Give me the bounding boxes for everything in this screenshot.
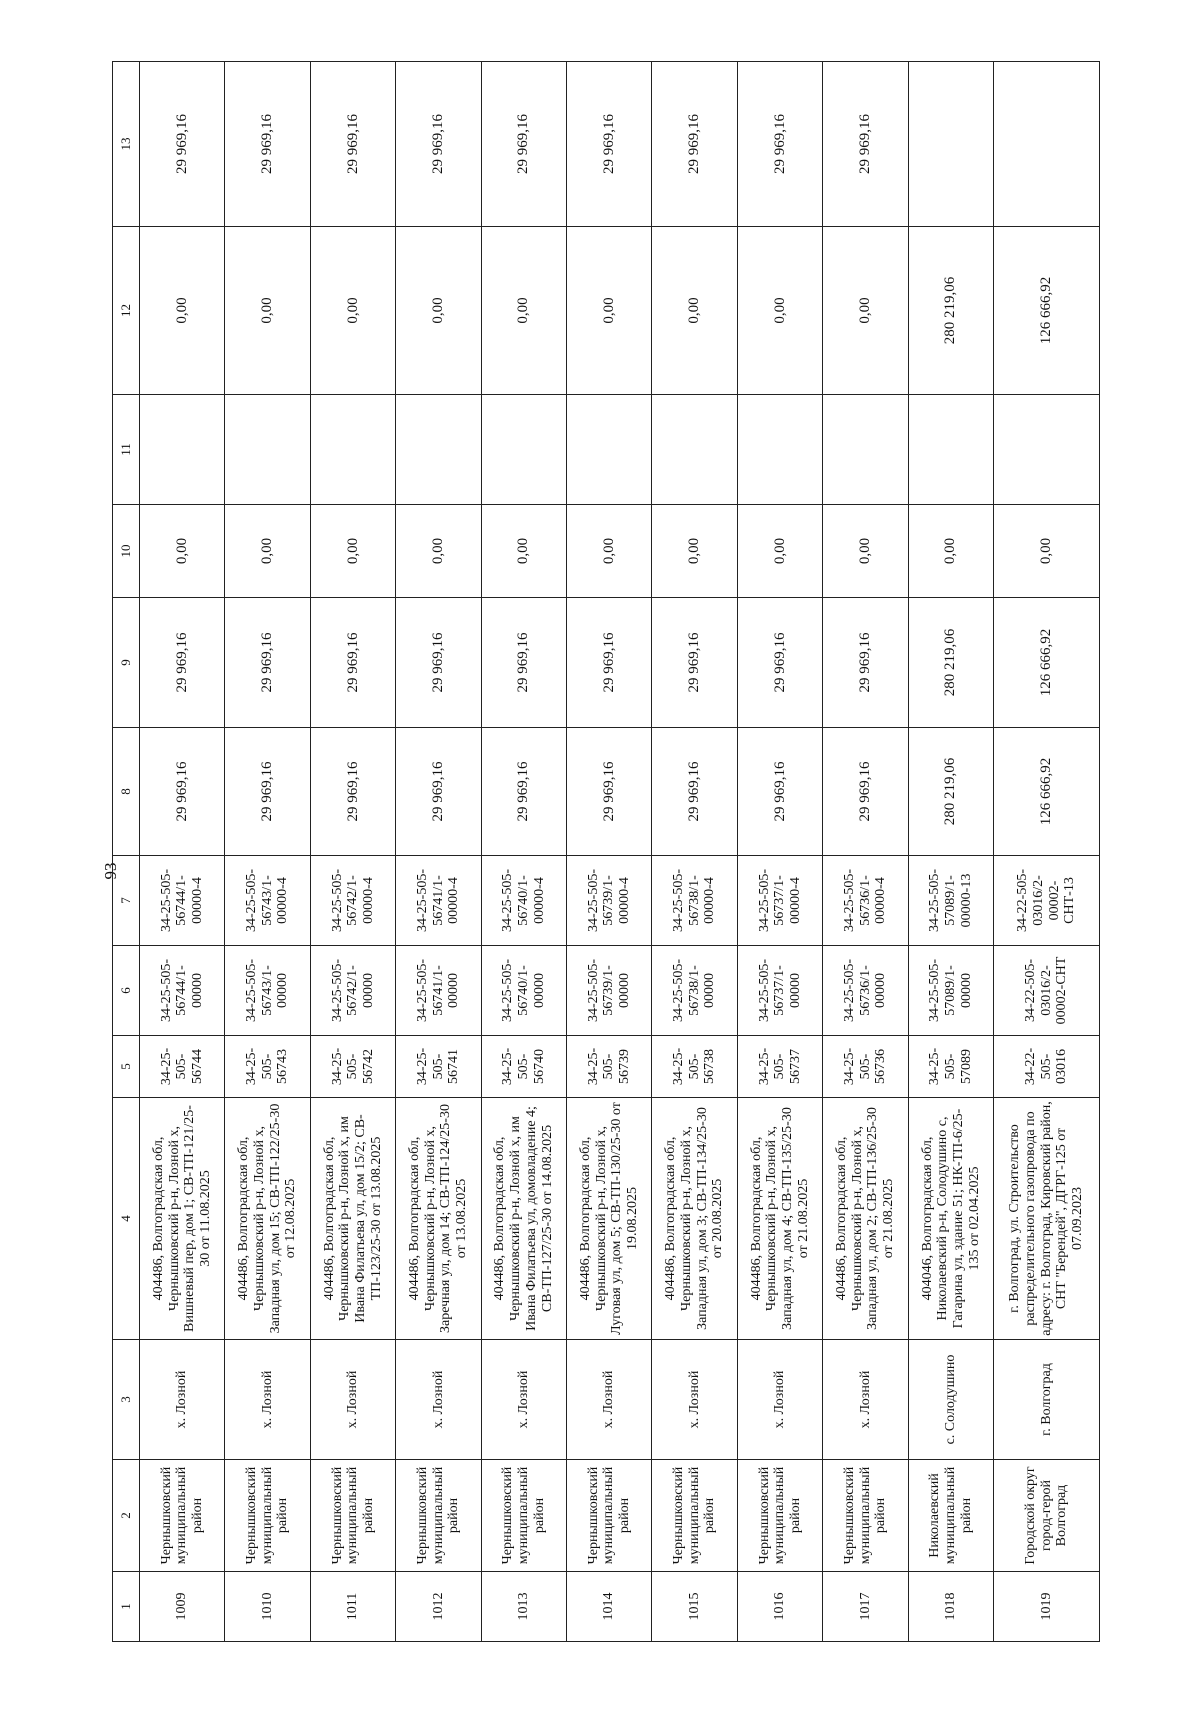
cadastral-code-cell: 34-25-505-57089 bbox=[908, 1036, 993, 1098]
empty-cell-cell bbox=[225, 395, 310, 505]
amount-zero-cell: 0,00 bbox=[225, 505, 310, 598]
cadastral-code-cell: 34-25-505-56737 bbox=[737, 1036, 822, 1098]
object-code-full-cell: 34-25-505-56742/1-00000-4 bbox=[310, 856, 395, 946]
row-number-cell: 1012 bbox=[396, 1572, 481, 1642]
amount-cell: 29 969,16 bbox=[737, 728, 822, 856]
empty-cell-cell bbox=[994, 395, 1100, 505]
row-number-cell: 1016 bbox=[737, 1572, 822, 1642]
amount-col13-cell: 29 969,16 bbox=[823, 62, 908, 227]
object-code-cell: 34-25-505-56738/1-00000 bbox=[652, 946, 737, 1036]
column-header: 3 bbox=[113, 1340, 140, 1460]
amount-col12-cell: 0,00 bbox=[823, 227, 908, 395]
amount-zero-cell: 0,00 bbox=[823, 505, 908, 598]
object-code-full-cell: 34-25-505-56743/1-00000-4 bbox=[225, 856, 310, 946]
table-row bbox=[994, 62, 1100, 1642]
object-code-cell: 34-25-505-56739/1-00000 bbox=[567, 946, 652, 1036]
district-cell: Городской округ город-герой Волгоград bbox=[994, 1460, 1100, 1572]
object-code-full-cell: 34-25-505-56744/1-00000-4 bbox=[140, 856, 225, 946]
object-code-cell: 34-25-505-56743/1-00000 bbox=[225, 946, 310, 1036]
object-code-cell: 34-25-505-56740/1-00000 bbox=[481, 946, 566, 1036]
amount-col13-cell: 29 969,16 bbox=[567, 62, 652, 227]
cadastral-code-cell: 34-25-505-56743 bbox=[225, 1036, 310, 1098]
amount-paid-cell: 280 219,06 bbox=[908, 598, 993, 728]
table-row bbox=[310, 62, 395, 1642]
object-code-full-cell: 34-25-505-56739/1-00000-4 bbox=[567, 856, 652, 946]
address-contract-cell: 404486, Волгоградская обл, Чернышковский р-н, Лозной х, Западная ул, дом 3; СВ-ТП-134/25-30 от 20.08.2025 bbox=[652, 1098, 737, 1340]
row-number-cell: 1009 bbox=[140, 1572, 225, 1642]
empty-cell-cell bbox=[908, 395, 993, 505]
amount-paid-cell: 29 969,16 bbox=[567, 598, 652, 728]
amount-zero-cell: 0,00 bbox=[994, 505, 1100, 598]
empty-cell-cell bbox=[310, 395, 395, 505]
district-cell: Чернышковский муниципальный район bbox=[225, 1460, 310, 1572]
amount-col12-cell: 0,00 bbox=[481, 227, 566, 395]
row-number-cell: 1013 bbox=[481, 1572, 566, 1642]
empty-cell-cell bbox=[481, 395, 566, 505]
amount-paid-cell: 29 969,16 bbox=[140, 598, 225, 728]
column-header: 9 bbox=[113, 598, 140, 728]
district-cell: Николаевский муниципальный район bbox=[908, 1460, 993, 1572]
column-header: 6 bbox=[113, 946, 140, 1036]
amount-col13-cell: 29 969,16 bbox=[225, 62, 310, 227]
cadastral-code-cell: 34-25-505-56738 bbox=[652, 1036, 737, 1098]
column-header: 2 bbox=[113, 1460, 140, 1572]
rotated-table-container bbox=[112, 62, 1100, 1642]
empty-cell-cell bbox=[823, 395, 908, 505]
page-number: 93 bbox=[101, 862, 120, 880]
cadastral-code-cell: 34-25-505-56740 bbox=[481, 1036, 566, 1098]
object-code-full-cell: 34-22-505-03016/2-00002-СНТ-13 bbox=[994, 856, 1100, 946]
column-header: 13 bbox=[113, 62, 140, 227]
address-contract-cell: 404046, Волгоградская обл, Николаевский р-н, Солодушино с, Гагарина ул, здание 51; НК-ТП-6/25-135 от 02.04.2025 bbox=[908, 1098, 993, 1340]
object-code-cell: 34-25-505-57089/1-00000 bbox=[908, 946, 993, 1036]
table-row bbox=[737, 62, 822, 1642]
settlement-cell: х. Лозной bbox=[567, 1340, 652, 1460]
table-row bbox=[140, 62, 225, 1642]
table-row bbox=[225, 62, 310, 1642]
column-header: 8 bbox=[113, 728, 140, 856]
column-header: 7 bbox=[113, 856, 140, 946]
amount-col12-cell: 0,00 bbox=[225, 227, 310, 395]
district-cell: Чернышковский муниципальный район bbox=[481, 1460, 566, 1572]
settlement-cell: х. Лозной bbox=[396, 1340, 481, 1460]
amount-paid-cell: 29 969,16 bbox=[225, 598, 310, 728]
amount-cell: 29 969,16 bbox=[652, 728, 737, 856]
district-cell: Чернышковский муниципальный район bbox=[310, 1460, 395, 1572]
amount-cell: 29 969,16 bbox=[396, 728, 481, 856]
amount-col12-cell: 280 219,06 bbox=[908, 227, 993, 395]
amount-col12-cell: 0,00 bbox=[140, 227, 225, 395]
amount-zero-cell: 0,00 bbox=[652, 505, 737, 598]
amount-col12-cell: 0,00 bbox=[737, 227, 822, 395]
amount-cell: 29 969,16 bbox=[567, 728, 652, 856]
amount-cell: 126 666,92 bbox=[994, 728, 1100, 856]
district-cell: Чернышковский муниципальный район bbox=[737, 1460, 822, 1572]
amount-paid-cell: 29 969,16 bbox=[737, 598, 822, 728]
settlement-cell: х. Лозной bbox=[737, 1340, 822, 1460]
cadastral-code-cell: 34-25-505-56744 bbox=[140, 1036, 225, 1098]
row-number-cell: 1017 bbox=[823, 1572, 908, 1642]
row-number-cell: 1018 bbox=[908, 1572, 993, 1642]
column-header: 5 bbox=[113, 1036, 140, 1098]
settlement-cell: х. Лозной bbox=[310, 1340, 395, 1460]
amount-zero-cell: 0,00 bbox=[481, 505, 566, 598]
settlement-cell: х. Лозной bbox=[481, 1340, 566, 1460]
object-code-full-cell: 34-25-505-56740/1-00000-4 bbox=[481, 856, 566, 946]
amount-zero-cell: 0,00 bbox=[310, 505, 395, 598]
amount-zero-cell: 0,00 bbox=[737, 505, 822, 598]
row-number-cell: 1011 bbox=[310, 1572, 395, 1642]
address-contract-cell: 404486, Волгоградская обл, Чернышковский р-н, Лозной х, Западная ул, дом 15; СВ-ТП-122/25-30 от 12.08.2025 bbox=[225, 1098, 310, 1340]
amount-col12-cell: 126 666,92 bbox=[994, 227, 1100, 395]
amount-zero-cell: 0,00 bbox=[396, 505, 481, 598]
amount-col13-cell: 29 969,16 bbox=[481, 62, 566, 227]
address-contract-cell: 404486, Волгоградская обл, Чернышковский р-н, Лозной х, Западная ул, дом 4; СВ-ТП-135/25-30 от 21.08.2025 bbox=[737, 1098, 822, 1340]
amount-col13-cell: 29 969,16 bbox=[396, 62, 481, 227]
column-header: 10 bbox=[113, 505, 140, 598]
amount-paid-cell: 29 969,16 bbox=[481, 598, 566, 728]
object-code-cell: 34-25-505-56736/1-00000 bbox=[823, 946, 908, 1036]
amount-col12-cell: 0,00 bbox=[567, 227, 652, 395]
amount-col12-cell: 0,00 bbox=[396, 227, 481, 395]
district-cell: Чернышковский муниципальный район bbox=[396, 1460, 481, 1572]
cadastral-code-cell: 34-25-505-56742 bbox=[310, 1036, 395, 1098]
amount-col13-cell: 29 969,16 bbox=[737, 62, 822, 227]
object-code-cell: 34-22-505-03016/2-00002-СНТ bbox=[994, 946, 1100, 1036]
amount-paid-cell: 29 969,16 bbox=[823, 598, 908, 728]
cadastral-code-cell: 34-25-505-56741 bbox=[396, 1036, 481, 1098]
cadastral-code-cell: 34-22-505-03016 bbox=[994, 1036, 1100, 1098]
address-contract-cell: г. Волгоград, ул. Строительство распределительного газопровода по адресу: г. Волгоград, Кировский район, СНТ "Берендей", ДГРГ-125 от 07.09.2023 bbox=[994, 1098, 1100, 1340]
empty-cell-cell bbox=[737, 395, 822, 505]
column-header: 12 bbox=[113, 227, 140, 395]
settlement-cell: х. Лозной bbox=[225, 1340, 310, 1460]
amount-zero-cell: 0,00 bbox=[908, 505, 993, 598]
amount-col13-cell: 29 969,16 bbox=[140, 62, 225, 227]
amount-col12-cell: 0,00 bbox=[310, 227, 395, 395]
district-cell: Чернышковский муниципальный район bbox=[823, 1460, 908, 1572]
amount-zero-cell: 0,00 bbox=[567, 505, 652, 598]
address-contract-cell: 404486, Волгоградская обл, Чернышковский р-н, Лозной х, Заречная ул, дом 14; СВ-ТП-124/25-30 от 13.08.2025 bbox=[396, 1098, 481, 1340]
amount-col12-cell: 0,00 bbox=[652, 227, 737, 395]
address-contract-cell: 404486, Волгоградская обл, Чернышковский р-н, Лозной х, им Ивана Филатьева ул, домовладение 4; СВ-ТП-127/25-30 от 14.08.2025 bbox=[481, 1098, 566, 1340]
column-header: 11 bbox=[113, 395, 140, 505]
address-contract-cell: 404486, Волгоградская обл, Чернышковский р-н, Лозной х, Вишневый пер, дом 1; СВ-ТП-121/25-30 от 11.08.2025 bbox=[140, 1098, 225, 1340]
amount-paid-cell: 29 969,16 bbox=[310, 598, 395, 728]
amount-col13-cell: 29 969,16 bbox=[310, 62, 395, 227]
table-row bbox=[396, 62, 481, 1642]
amount-col13-cell: 29 969,16 bbox=[652, 62, 737, 227]
district-cell: Чернышковский муниципальный район bbox=[567, 1460, 652, 1572]
table-row bbox=[652, 62, 737, 1642]
object-code-full-cell: 34-25-505-56737/1-00000-4 bbox=[737, 856, 822, 946]
column-header: 4 bbox=[113, 1098, 140, 1340]
amount-cell: 29 969,16 bbox=[823, 728, 908, 856]
amount-paid-cell: 29 969,16 bbox=[396, 598, 481, 728]
amount-zero-cell: 0,00 bbox=[140, 505, 225, 598]
data-table bbox=[112, 61, 1100, 1642]
address-contract-cell: 404486, Волгоградская обл, Чернышковский р-н, Лозной х, Западная ул, дом 2; СВ-ТП-136/25-30 от 21.08.2025 bbox=[823, 1098, 908, 1340]
district-cell: Чернышковский муниципальный район bbox=[652, 1460, 737, 1572]
settlement-cell: г. Волгоград bbox=[994, 1340, 1100, 1460]
address-contract-cell: 404486, Волгоградская обл, Чернышковский р-н, Лозной х, им Ивана Филатьева ул, дом 15/2; СВ-ТП-123/25-30 от 13.08.2025 bbox=[310, 1098, 395, 1340]
object-code-full-cell: 34-25-505-57089/1-00000-13 bbox=[908, 856, 993, 946]
object-code-cell: 34-25-505-56742/1-00000 bbox=[310, 946, 395, 1036]
amount-paid-cell: 29 969,16 bbox=[652, 598, 737, 728]
table-row bbox=[908, 62, 993, 1642]
empty-cell-cell bbox=[140, 395, 225, 505]
object-code-full-cell: 34-25-505-56741/1-00000-4 bbox=[396, 856, 481, 946]
object-code-full-cell: 34-25-505-56736/1-00000-4 bbox=[823, 856, 908, 946]
settlement-cell: х. Лозной bbox=[652, 1340, 737, 1460]
amount-col13-cell bbox=[908, 62, 993, 227]
table-row bbox=[481, 62, 566, 1642]
object-code-full-cell: 34-25-505-56738/1-00000-4 bbox=[652, 856, 737, 946]
amount-col13-cell bbox=[994, 62, 1100, 227]
table-row bbox=[823, 62, 908, 1642]
settlement-cell: х. Лозной bbox=[140, 1340, 225, 1460]
table-header-row bbox=[113, 62, 140, 1642]
amount-cell: 29 969,16 bbox=[140, 728, 225, 856]
amount-cell: 29 969,16 bbox=[310, 728, 395, 856]
cadastral-code-cell: 34-25-505-56739 bbox=[567, 1036, 652, 1098]
row-number-cell: 1019 bbox=[994, 1572, 1100, 1642]
table-row bbox=[567, 62, 652, 1642]
amount-cell: 29 969,16 bbox=[225, 728, 310, 856]
settlement-cell: х. Лозной bbox=[823, 1340, 908, 1460]
district-cell: Чернышковский муниципальный район bbox=[140, 1460, 225, 1572]
row-number-cell: 1014 bbox=[567, 1572, 652, 1642]
cadastral-code-cell: 34-25-505-56736 bbox=[823, 1036, 908, 1098]
empty-cell-cell bbox=[652, 395, 737, 505]
address-contract-cell: 404486, Волгоградская обл, Чернышковский р-н, Лозной х, Луговая ул, дом 5; СВ-ТП-130/25-30 от 19.08.2025 bbox=[567, 1098, 652, 1340]
object-code-cell: 34-25-505-56737/1-00000 bbox=[737, 946, 822, 1036]
settlement-cell: с. Солодушино bbox=[908, 1340, 993, 1460]
row-number-cell: 1015 bbox=[652, 1572, 737, 1642]
amount-cell: 280 219,06 bbox=[908, 728, 993, 856]
column-header: 1 bbox=[113, 1572, 140, 1642]
object-code-cell: 34-25-505-56744/1-00000 bbox=[140, 946, 225, 1036]
object-code-cell: 34-25-505-56741/1-00000 bbox=[396, 946, 481, 1036]
amount-paid-cell: 126 666,92 bbox=[994, 598, 1100, 728]
row-number-cell: 1010 bbox=[225, 1572, 310, 1642]
empty-cell-cell bbox=[567, 395, 652, 505]
amount-cell: 29 969,16 bbox=[481, 728, 566, 856]
empty-cell-cell bbox=[396, 395, 481, 505]
